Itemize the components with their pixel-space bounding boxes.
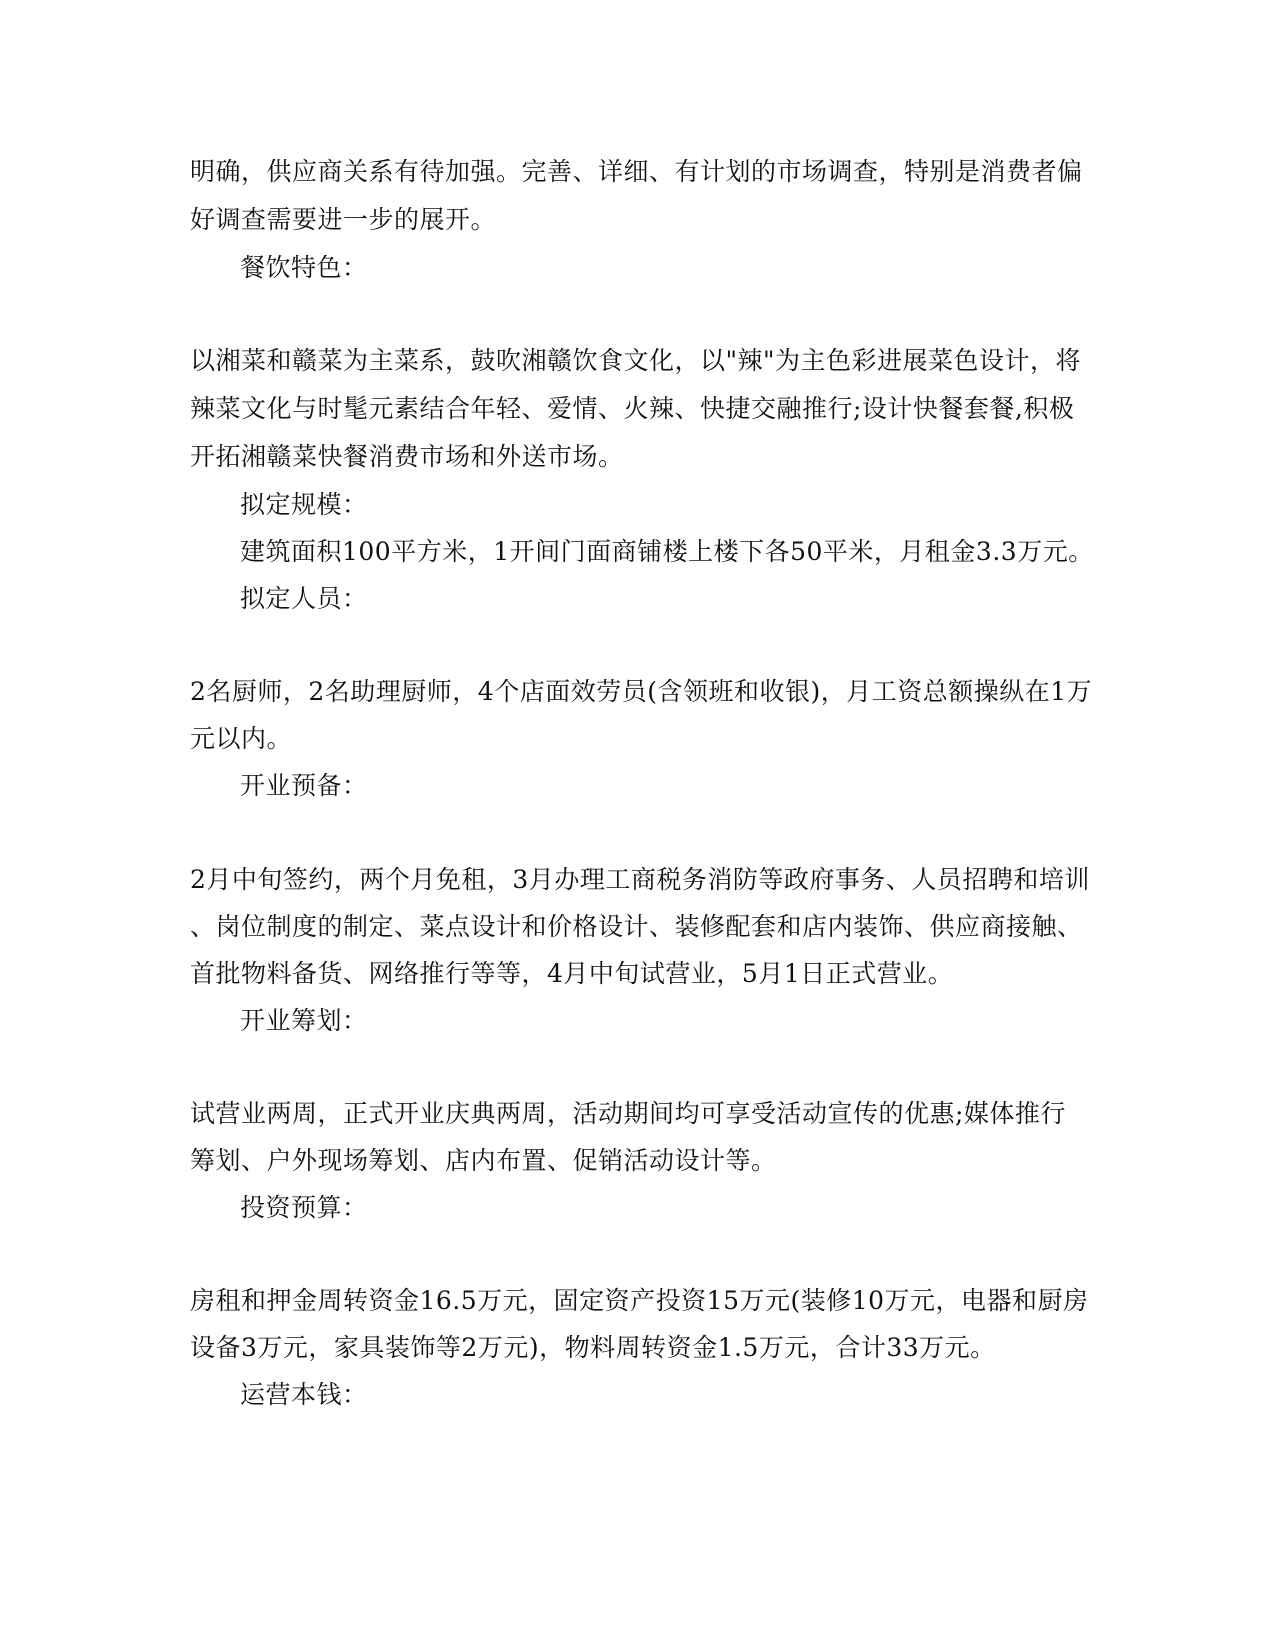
section-heading-planning: 开业筹划： [240,1006,368,1035]
planning-line-1: 试营业两周，正式开业庆典两周，活动期间均可享受活动宣传的优惠;媒体推行 [190,1099,1066,1128]
section-heading-budget: 投资预算： [240,1193,368,1222]
section-heading-operating-cost: 运营本钱： [240,1380,368,1409]
preparation-line-2: 、岗位制度的制定、菜点设计和价格设计、装修配套和店内装饰、供应商接触、 [190,912,1083,941]
staff-line-1: 2名厨师，2名助理厨师，4个店面效劳员(含领班和收银)，月工资总额操纵在1万 [190,677,1093,706]
preparation-line-1: 2月中旬签约，两个月免租，3月办理工商税务消防等政府事务、人员招聘和培训 [190,865,1090,894]
section-heading-scale: 拟定规模： [240,490,368,519]
section-heading-preparation: 开业预备： [240,771,368,800]
cuisine-line-1: 以湘菜和赣菜为主菜系，鼓吹湘赣饮食文化，以"辣"为主色彩进展菜色设计，将 [190,346,1082,375]
intro-line-2: 好调查需要进一步的展开。 [190,205,497,234]
scale-line-1: 建筑面积100平方米，1开间门面商铺楼上楼下各50平米，月租金3.3万元。 [240,537,1094,566]
cuisine-line-3: 开拓湘赣菜快餐消费市场和外送市场。 [190,442,624,471]
planning-line-2: 筹划、户外现场筹划、店内布置、促销活动设计等。 [190,1146,777,1175]
section-heading-cuisine: 餐饮特色： [240,253,368,282]
budget-line-1: 房租和押金周转资金16.5万元，固定资产投资15万元(装修10万元，电器和厨房 [190,1286,1089,1315]
intro-line-1: 明确，供应商关系有待加强。完善、详细、有计划的市场调查，特别是消费者偏 [190,157,1083,186]
section-heading-staff: 拟定人员： [240,584,368,613]
staff-line-2: 元以内。 [190,724,293,753]
budget-line-2: 设备3万元，家具装饰等2万元)，物料周转资金1.5万元，合计33万元。 [190,1333,996,1362]
cuisine-line-2: 辣菜文化与时髦元素结合年轻、爱情、火辣、快捷交融推行;设计快餐套餐,积极 [190,394,1075,423]
preparation-line-3: 首批物料备货、网络推行等等，4月中旬试营业，5月1日正式营业。 [190,959,954,988]
